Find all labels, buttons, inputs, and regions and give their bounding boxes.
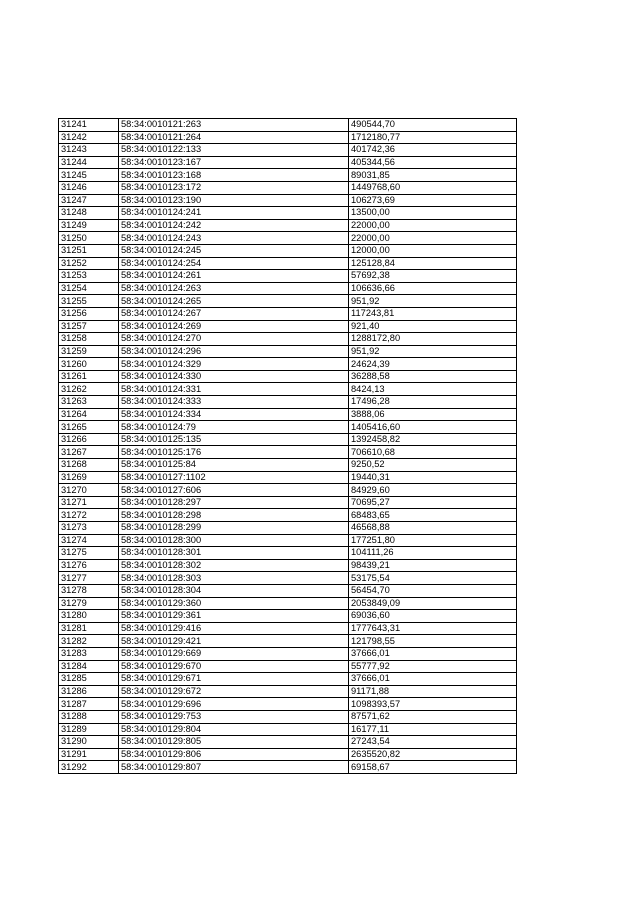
value-cell: 2635520,82 (349, 748, 517, 761)
table-row (59, 169, 517, 182)
row-number-cell: 31252 (59, 257, 119, 270)
table-row (59, 131, 517, 144)
cadastral-number-cell: 58:34:0010129:696 (119, 698, 349, 711)
table-row (59, 383, 517, 396)
row-number-cell: 31265 (59, 421, 119, 434)
row-number-cell: 31282 (59, 635, 119, 648)
cadastral-number-cell: 58:34:0010124:265 (119, 295, 349, 308)
value-cell: 8424,13 (349, 383, 517, 396)
row-number-cell: 31285 (59, 673, 119, 686)
value-cell: 16177,11 (349, 723, 517, 736)
row-number-cell: 31292 (59, 761, 119, 774)
table-row (59, 496, 517, 509)
value-cell: 3888,06 (349, 408, 517, 421)
cadastral-number-cell: 58:34:0010127:606 (119, 484, 349, 497)
table-row (59, 471, 517, 484)
value-cell: 104111,26 (349, 547, 517, 560)
value-cell: 490544,70 (349, 119, 517, 132)
cadastral-number-cell: 58:34:0010129:421 (119, 635, 349, 648)
table-row (59, 597, 517, 610)
value-cell: 12000,00 (349, 244, 517, 257)
cadastral-number-cell: 58:34:0010124:254 (119, 257, 349, 270)
value-cell: 53175,54 (349, 572, 517, 585)
row-number-cell: 31283 (59, 647, 119, 660)
value-cell: 57692,38 (349, 270, 517, 283)
row-number-cell: 31289 (59, 723, 119, 736)
table-row (59, 408, 517, 421)
value-cell: 22000,00 (349, 219, 517, 232)
table-row (59, 144, 517, 157)
value-cell: 125128,84 (349, 257, 517, 270)
cadastral-number-cell: 58:34:0010129:360 (119, 597, 349, 610)
cadastral-number-cell: 58:34:0010129:753 (119, 710, 349, 723)
row-number-cell: 31257 (59, 320, 119, 333)
cadastral-number-cell: 58:34:0010129:805 (119, 736, 349, 749)
row-number-cell: 31251 (59, 244, 119, 257)
cadastral-number-cell: 58:34:0010124:242 (119, 219, 349, 232)
table-row (59, 534, 517, 547)
cadastral-number-cell: 58:34:0010128:297 (119, 496, 349, 509)
table-row (59, 761, 517, 774)
row-number-cell: 31291 (59, 748, 119, 761)
value-cell: 36288,58 (349, 370, 517, 383)
row-number-cell: 31269 (59, 471, 119, 484)
row-number-cell: 31263 (59, 396, 119, 409)
value-cell: 70695,27 (349, 496, 517, 509)
row-number-cell: 31271 (59, 496, 119, 509)
table-row (59, 244, 517, 257)
value-cell: 951,92 (349, 345, 517, 358)
table-row (59, 396, 517, 409)
table-row (59, 270, 517, 283)
table-row (59, 194, 517, 207)
table-row (59, 446, 517, 459)
cadastral-number-cell: 58:34:0010128:300 (119, 534, 349, 547)
table-row (59, 181, 517, 194)
row-number-cell: 31266 (59, 433, 119, 446)
table-row (59, 484, 517, 497)
table-row (59, 635, 517, 648)
value-cell: 405344,56 (349, 156, 517, 169)
value-cell: 68483,65 (349, 509, 517, 522)
table-row (59, 660, 517, 673)
value-cell: 121798,55 (349, 635, 517, 648)
value-cell: 1392458,82 (349, 433, 517, 446)
table-row (59, 610, 517, 623)
value-cell: 27243,54 (349, 736, 517, 749)
table-row (59, 207, 517, 220)
row-number-cell: 31270 (59, 484, 119, 497)
value-cell: 9250,52 (349, 459, 517, 472)
cadastral-number-cell: 58:34:0010129:361 (119, 610, 349, 623)
value-cell: 921,40 (349, 320, 517, 333)
value-cell: 37666,01 (349, 673, 517, 686)
row-number-cell: 31287 (59, 698, 119, 711)
value-cell: 98439,21 (349, 559, 517, 572)
row-number-cell: 31262 (59, 383, 119, 396)
value-cell: 2053849,09 (349, 597, 517, 610)
table-row (59, 421, 517, 434)
cadastral-number-cell: 58:34:0010124:333 (119, 396, 349, 409)
cadastral-number-cell: 58:34:0010124:329 (119, 358, 349, 371)
cadastral-number-cell: 58:34:0010124:245 (119, 244, 349, 257)
row-number-cell: 31264 (59, 408, 119, 421)
cadastral-number-cell: 58:34:0010123:167 (119, 156, 349, 169)
table-row (59, 673, 517, 686)
table-row (59, 156, 517, 169)
row-number-cell: 31273 (59, 522, 119, 535)
table-row (59, 572, 517, 585)
table-row (59, 433, 517, 446)
cadastral-number-cell: 58:34:0010124:331 (119, 383, 349, 396)
cadastral-number-cell: 58:34:0010129:669 (119, 647, 349, 660)
cadastral-number-cell: 58:34:0010124:243 (119, 232, 349, 245)
row-number-cell: 31288 (59, 710, 119, 723)
cadastral-number-cell: 58:34:0010128:303 (119, 572, 349, 585)
value-cell: 951,92 (349, 295, 517, 308)
row-number-cell: 31278 (59, 584, 119, 597)
table-row (59, 295, 517, 308)
table-row (59, 219, 517, 232)
value-cell: 1405416,60 (349, 421, 517, 434)
table-row (59, 282, 517, 295)
cadastral-number-cell: 58:34:0010129:806 (119, 748, 349, 761)
row-number-cell: 31268 (59, 459, 119, 472)
value-cell: 84929,60 (349, 484, 517, 497)
value-cell: 1098393,57 (349, 698, 517, 711)
value-cell: 37666,01 (349, 647, 517, 660)
table-row (59, 736, 517, 749)
row-number-cell: 31275 (59, 547, 119, 560)
value-cell: 177251,80 (349, 534, 517, 547)
row-number-cell: 31246 (59, 181, 119, 194)
cadastral-number-cell: 58:34:0010122:133 (119, 144, 349, 157)
value-cell: 106636,66 (349, 282, 517, 295)
table-row (59, 509, 517, 522)
cadastral-number-cell: 58:34:0010123:172 (119, 181, 349, 194)
value-cell: 1449768,60 (349, 181, 517, 194)
cadastral-number-cell: 58:34:0010128:301 (119, 547, 349, 560)
row-number-cell: 31254 (59, 282, 119, 295)
row-number-cell: 31272 (59, 509, 119, 522)
cadastral-number-cell: 58:34:0010128:302 (119, 559, 349, 572)
cadastral-number-cell: 58:34:0010127:1102 (119, 471, 349, 484)
cadastral-number-cell: 58:34:0010124:270 (119, 333, 349, 346)
row-number-cell: 31250 (59, 232, 119, 245)
table-row (59, 257, 517, 270)
value-cell: 401742,36 (349, 144, 517, 157)
row-number-cell: 31276 (59, 559, 119, 572)
row-number-cell: 31290 (59, 736, 119, 749)
table-row (59, 320, 517, 333)
table-row (59, 547, 517, 560)
table-row (59, 459, 517, 472)
table-row (59, 232, 517, 245)
cadastral-number-cell: 58:34:0010125:176 (119, 446, 349, 459)
row-number-cell: 31280 (59, 610, 119, 623)
row-number-cell: 31260 (59, 358, 119, 371)
cadastral-number-cell: 58:34:0010123:190 (119, 194, 349, 207)
cadastral-number-cell: 58:34:0010123:168 (119, 169, 349, 182)
value-cell: 87571,62 (349, 710, 517, 723)
value-cell: 13500,00 (349, 207, 517, 220)
value-cell: 91171,88 (349, 685, 517, 698)
cadastral-number-cell: 58:34:0010124:261 (119, 270, 349, 283)
cadastral-number-cell: 58:34:0010128:304 (119, 584, 349, 597)
row-number-cell: 31247 (59, 194, 119, 207)
row-number-cell: 31267 (59, 446, 119, 459)
row-number-cell: 31248 (59, 207, 119, 220)
cadastral-number-cell: 58:34:0010129:671 (119, 673, 349, 686)
table-row (59, 307, 517, 320)
table-row (59, 584, 517, 597)
row-number-cell: 31242 (59, 131, 119, 144)
row-number-cell: 31243 (59, 144, 119, 157)
row-number-cell: 31274 (59, 534, 119, 547)
cadastral-number-cell: 58:34:0010128:299 (119, 522, 349, 535)
table-row (59, 647, 517, 660)
table-body (59, 119, 517, 774)
cadastral-number-cell: 58:34:0010124:241 (119, 207, 349, 220)
value-cell: 1712180,77 (349, 131, 517, 144)
row-number-cell: 31245 (59, 169, 119, 182)
cadastral-number-cell: 58:34:0010125:135 (119, 433, 349, 446)
value-cell: 69158,67 (349, 761, 517, 774)
table-row (59, 370, 517, 383)
cadastral-number-cell: 58:34:0010124:263 (119, 282, 349, 295)
value-cell: 1777643,31 (349, 622, 517, 635)
row-number-cell: 31261 (59, 370, 119, 383)
value-cell: 56454,70 (349, 584, 517, 597)
value-cell: 55777,92 (349, 660, 517, 673)
table-row (59, 358, 517, 371)
cadastral-number-cell: 58:34:0010124:267 (119, 307, 349, 320)
value-cell: 19440,31 (349, 471, 517, 484)
data-table (58, 118, 517, 774)
table-row (59, 723, 517, 736)
row-number-cell: 31259 (59, 345, 119, 358)
cadastral-number-cell: 58:34:0010121:263 (119, 119, 349, 132)
table-row (59, 119, 517, 132)
value-cell: 17496,28 (349, 396, 517, 409)
value-cell: 24624,39 (349, 358, 517, 371)
row-number-cell: 31258 (59, 333, 119, 346)
cadastral-number-cell: 58:34:0010129:416 (119, 622, 349, 635)
row-number-cell: 31256 (59, 307, 119, 320)
cadastral-number-cell: 58:34:0010129:804 (119, 723, 349, 736)
row-number-cell: 31249 (59, 219, 119, 232)
table-row (59, 710, 517, 723)
value-cell: 89031,85 (349, 169, 517, 182)
cadastral-number-cell: 58:34:0010129:670 (119, 660, 349, 673)
row-number-cell: 31281 (59, 622, 119, 635)
table-row (59, 748, 517, 761)
table-row (59, 685, 517, 698)
row-number-cell: 31244 (59, 156, 119, 169)
table-row (59, 333, 517, 346)
row-number-cell: 31241 (59, 119, 119, 132)
value-cell: 106273,69 (349, 194, 517, 207)
value-cell: 22000,00 (349, 232, 517, 245)
cadastral-number-cell: 58:34:0010129:672 (119, 685, 349, 698)
table-row (59, 522, 517, 535)
table-row (59, 345, 517, 358)
value-cell: 69036,60 (349, 610, 517, 623)
table-row (59, 559, 517, 572)
cadastral-number-cell: 58:34:0010121:264 (119, 131, 349, 144)
row-number-cell: 31255 (59, 295, 119, 308)
cadastral-number-cell: 58:34:0010124:330 (119, 370, 349, 383)
value-cell: 1288172,80 (349, 333, 517, 346)
cadastral-number-cell: 58:34:0010129:807 (119, 761, 349, 774)
cadastral-number-cell: 58:34:0010124:269 (119, 320, 349, 333)
cadastral-number-cell: 58:34:0010124:79 (119, 421, 349, 434)
table-row (59, 622, 517, 635)
cadastral-number-cell: 58:34:0010124:296 (119, 345, 349, 358)
cadastral-number-cell: 58:34:0010128:298 (119, 509, 349, 522)
value-cell: 706610,68 (349, 446, 517, 459)
row-number-cell: 31286 (59, 685, 119, 698)
cadastral-number-cell: 58:34:0010125:84 (119, 459, 349, 472)
table-row (59, 698, 517, 711)
row-number-cell: 31284 (59, 660, 119, 673)
row-number-cell: 31277 (59, 572, 119, 585)
value-cell: 117243,81 (349, 307, 517, 320)
row-number-cell: 31279 (59, 597, 119, 610)
cadastral-number-cell: 58:34:0010124:334 (119, 408, 349, 421)
row-number-cell: 31253 (59, 270, 119, 283)
value-cell: 46568,88 (349, 522, 517, 535)
